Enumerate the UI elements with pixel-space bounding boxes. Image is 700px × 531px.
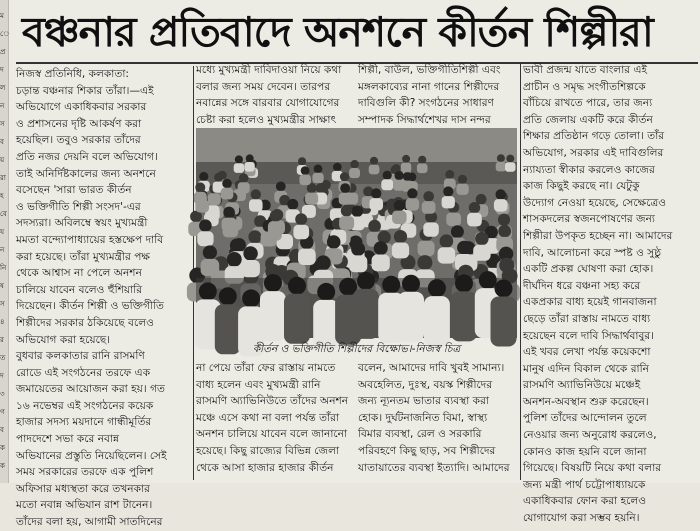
margin-fragment: গ	[0, 408, 5, 416]
column-2-top	[196, 62, 356, 128]
text-line: নেওয়ার জন্য অনুরোধ করলেও,	[523, 429, 657, 442]
text-line: শিল্পীদের সরকার ঠকিয়েছে বলেও	[16, 316, 154, 329]
margin-fragment: ল	[0, 84, 6, 92]
text-line: মানুষ এদিন বিকাল থেকে রানি	[523, 362, 649, 375]
text-line: বাঁচিয়ে রাখতে পারে, তার জন্য	[523, 97, 653, 110]
text-line: বলার জন্য সময় দেবেন। তারপর	[196, 80, 331, 93]
text-line: হয়েছিল। তবুও সরকার তাঁদের	[16, 134, 141, 147]
column-4	[523, 62, 698, 525]
text-line: ভাবী প্রজন্ম যাতে বাংলার এই	[523, 64, 648, 76]
text-line: যোগাযোগ করা সম্ভব হয়নি।	[523, 512, 640, 525]
text-line: শিক্ষার প্রতিষ্ঠান গড়ে তোলা। তাঁর	[523, 130, 665, 143]
photo-caption: কীর্তন ও ভক্তিগীতি শিল্পীদের বিক্ষোভ।-নিজস্ব চিত্র	[252, 343, 461, 355]
margin-fragment: ে	[0, 30, 10, 38]
text-line: মঙ্গলকাব্যের নানা গানের শিল্পীদের	[358, 80, 500, 93]
text-line: শাসকদলের স্বজনপোষণের জন্য	[523, 213, 656, 226]
text-line: নবান্নের সঙ্গে বারবার যোগাযোগের	[196, 97, 340, 110]
text-line: সময় সরকারের তরফে এক পুলিশ	[16, 466, 154, 479]
text-line: হয়েছে। কিছু রাজ্যের বিভিন্ন জেলা	[196, 444, 340, 457]
text-line: অভিযোগ করা হয়েছে।	[16, 333, 111, 346]
margin-fragment: স	[0, 300, 5, 308]
text-line: ১৬ নভেম্বর এই সংগঠনের কয়েক	[16, 399, 154, 412]
margin-fragment: ত	[0, 354, 6, 362]
column-divider	[520, 62, 521, 480]
text-line: থেকে আসা হাজার হাজার কীর্তন	[196, 461, 334, 474]
text-line: কাজ কিছুই করছে না। যেটুকু	[523, 180, 640, 193]
text-line: পাদদেশে সভা করে নবান্ন	[16, 433, 120, 446]
margin-fragment: ৩	[0, 390, 5, 398]
margin-fragment: য	[0, 228, 5, 236]
margin-fragment: ন	[0, 246, 5, 254]
margin-fragment: দ	[0, 372, 4, 380]
text-line: বলেন, আমাদের দাবি খুবই সামান্য।	[358, 362, 505, 374]
column-3-bottom	[358, 360, 518, 482]
text-line: দীর্ঘদিন ধরে বঞ্চনা সহ্য করে	[523, 279, 641, 292]
text-line: অবহেলিত, দুঃস্থ, বয়স্ক শিল্পীদের	[358, 378, 493, 391]
text-line: এই খবর লেখা পর্যন্ত কয়েকশো	[523, 346, 651, 359]
text-line: অভিযানের প্রস্তুতি নিয়েছিলেন। সেই	[16, 449, 167, 462]
text-line: অভিযোগে একাধিকবার সরকার	[16, 101, 147, 114]
crowd-image	[196, 128, 517, 338]
text-line: প্রাচীন ও সমৃদ্ধ সংগীতশিল্পকে	[523, 80, 646, 93]
text-line: রাসমণি অ্যাভিনিউয়ে মঞ্চেই	[523, 379, 641, 392]
text-line: চেষ্টা করা হলেও মুখ্যমন্ত্রীর সাক্ষাৎ	[196, 113, 337, 126]
margin-fragment: প্র	[0, 48, 6, 56]
text-line: শিল্পী, বাউল, ভক্তিগীতিশিল্পী এবং	[358, 64, 501, 76]
text-line: না পেয়ে তাঁরা ফের রাস্তায় নামতে	[196, 362, 336, 374]
text-line: ছেড়ে তাঁরা রাস্তায় নামতে বাধ্য	[523, 312, 651, 325]
text-line: জন্য ন্যূনতম ভাতার ব্যবস্থা করা	[358, 395, 489, 408]
text-line: মঞ্চে এসে কথা না বলা পর্যন্ত তাঁরা	[196, 411, 340, 424]
text-line: থেকে আশ্বাস না পেলে অনশন	[16, 267, 142, 280]
text-line: অভিযোগ, সরকার এই দাবিগুলির	[523, 146, 664, 159]
text-line: মমতা বন্দ্যোপাধ্যায়ের হস্তক্ষেপ দাবি	[16, 233, 164, 246]
protest-photo	[196, 128, 517, 338]
text-line: মতো নবান্ন অভিযান রাশ টানেন।	[16, 499, 153, 512]
margin-fragment: ষ	[0, 282, 4, 290]
text-line: কোনও কাজ হয়নি বলে জানা	[523, 445, 647, 458]
text-line: করা হয়েছে। তাঁরা মুখ্যমন্ত্রীর পক্ষ	[16, 250, 151, 263]
text-line: হয়েছেন বলে দাবি সিদ্ধার্থবাবুর।	[523, 329, 654, 342]
text-line: প্রতি জেলায় একটি করে কীর্তন	[523, 113, 653, 126]
text-line: হোক। দুর্ঘটনাজনিত বিমা, স্বাস্থ্য	[358, 411, 488, 424]
text-line: সদস্যরা। অবিলম্বে স্বয়ং মুখ্যমন্ত্রী	[16, 217, 148, 230]
text-line: রাসমণি অ্যাভিনিউতে তাঁদের অনশন	[196, 395, 349, 408]
text-line: উদ্যোগ নেওয়া হয়েছে, সেক্ষেত্রেও	[523, 196, 667, 209]
margin-fragment: র	[0, 336, 4, 344]
text-line: সম্পাদক সিদ্ধার্থশেখর দাস নন্দর	[358, 113, 491, 126]
column-3-top	[358, 62, 518, 128]
text-line: অনশন-অবস্থান শুরু করেছেন।	[523, 395, 649, 408]
margin-fragment: ৪	[0, 318, 5, 326]
text-line: বসেছেন 'সারা ভারত কীর্তন	[16, 184, 132, 197]
margin-fragment: রা	[0, 174, 6, 182]
text-line: চড়ান্ত বঞ্চনার শিকার তাঁরা।—এই	[16, 84, 154, 97]
margin-fragment: য়	[0, 156, 5, 164]
margin-fragment: হ	[0, 192, 4, 200]
margin-fragment: ক	[0, 462, 5, 470]
margin-fragment: ক	[0, 444, 5, 452]
column-2-bottom	[196, 360, 356, 482]
text-line: মধ্যে মুখ্যমন্ত্রী দাবিদাওয়া নিয়ে কথা	[196, 64, 342, 76]
text-line: অফিসার মধ্যস্থতা করে তখনকার	[16, 482, 150, 495]
text-line: জন্য মন্ত্রী পার্থ চট্টোপাধ্যায়কে	[523, 478, 646, 491]
text-line: প্রতি নজর দেয়নি বলে অভিযোগ।	[16, 150, 158, 163]
text-line: দাবি, আলোচনা করে স্পষ্ট ও সুষ্ঠু	[523, 246, 662, 259]
text-line: পুলিশ তাঁদের আন্দোলন তুলে	[523, 412, 647, 425]
margin-fragment: নি	[0, 264, 7, 272]
text-line: বাধ্য হলেন এবং মুখ্যমন্ত্রী রানি	[196, 378, 321, 391]
text-line: পরিবহণে কিছু ছাড়, সব শিল্পীদের	[358, 444, 496, 457]
text-line: বুধবার কলকাতার রানি রাসমণি	[16, 350, 145, 363]
margin-fragment: ব	[0, 138, 4, 146]
text-line: চালিয়ে যাবেন বলেও হুঁশিয়ারি	[16, 283, 143, 296]
article-headline: বঞ্চনার প্রতিবাদে অনশনে কীর্তন শিল্পীরা	[22, 8, 653, 56]
text-line: তাঁদের বলা হয়, আগামী সাতদিনের	[16, 516, 163, 529]
text-line: নিজস্ব প্রতিনিধি, কলকাতা:	[16, 68, 129, 80]
text-line: অনশন চালিয়ে যাবেন বলে জানানো	[196, 428, 348, 441]
text-line: রোডে এই সংগঠনের তরফে এক	[16, 366, 151, 379]
margin-fragment: ন	[0, 102, 5, 110]
text-line: একপ্রকার বাধ্য হয়েই গানবাজনা	[523, 296, 657, 309]
margin-fragment: দ	[0, 66, 4, 74]
margin-fragment: ম	[0, 12, 4, 20]
margin-fragment: ব	[0, 426, 4, 434]
text-line: দাবিগুলি কী? সংগঠনের সাধারণ	[358, 97, 494, 110]
text-line: ও ভক্তিগীতি শিল্পী সংসদ'-এর	[16, 200, 141, 213]
text-line: একাধিকবার ফোন করা হলেও	[523, 495, 647, 508]
text-line: একটি প্রকল্প ঘোষণা করা হোক।	[523, 263, 654, 276]
margin-strip	[0, 0, 9, 483]
text-line: ও প্রশাসনের দৃষ্টি আকর্ষণ করা	[16, 117, 142, 130]
margin-fragment: বে	[0, 210, 7, 218]
text-line: তাই অনির্দিষ্টকালের জন্য অনশনে	[16, 167, 156, 180]
text-line: জমায়েতের আয়োজন করা হয়। গত	[16, 383, 165, 396]
text-line: বিমার ব্যবস্থা, রেল ও সরকারি	[358, 428, 482, 441]
text-line: যাতায়াতের ব্যবস্থা ইত্যাদি। আমাদের	[358, 461, 510, 474]
text-line: শিল্পীরা উপকৃত হচ্ছেন না। আমাদের	[523, 229, 673, 242]
text-line: গিয়েছে। বিষয়টি নিয়ে কথা বলার	[523, 462, 662, 475]
margin-fragment: স	[0, 120, 5, 128]
text-line: দিয়েছেন। কীর্তন শিল্পী ও ভক্তিগীতি	[16, 300, 164, 313]
text-line: ন্যায্যতা স্বীকার করলেও কাজের	[523, 163, 655, 176]
column-1	[16, 66, 191, 529]
text-line: হাজার সদস্য ময়দানে গান্ধীমূর্তির	[16, 416, 152, 429]
